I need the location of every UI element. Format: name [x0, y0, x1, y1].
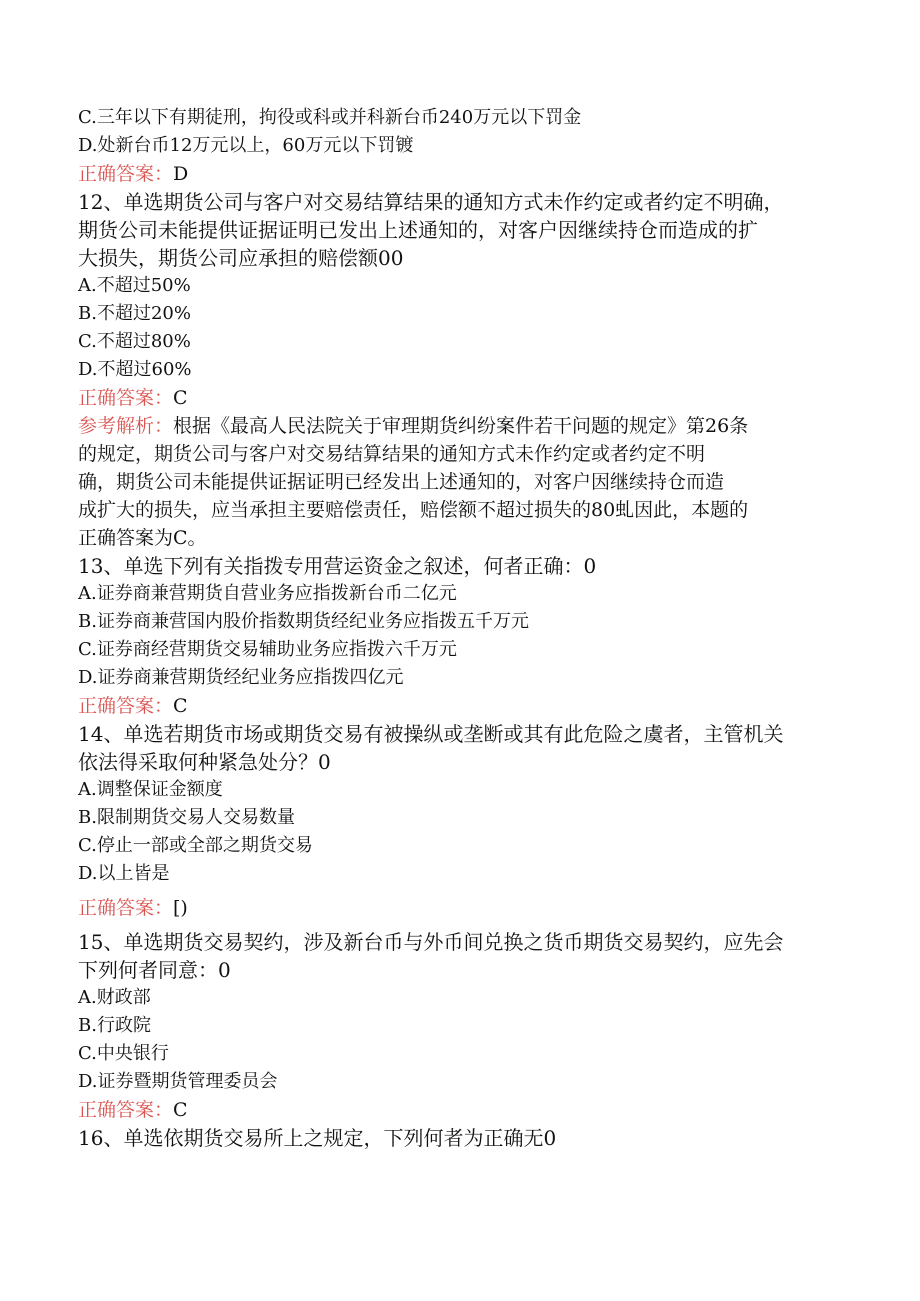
option-d: D.不超过60%	[78, 359, 192, 380]
option-d: D.证券暨期货管理委员会	[78, 1071, 278, 1092]
option-b: B.不超过20%	[78, 303, 191, 324]
question-content	[78, 104, 848, 1152]
answer-value: C	[173, 695, 188, 717]
question-12-block	[78, 188, 848, 552]
option-d: D.以上皆是	[78, 863, 170, 884]
question-text-line: 15、单选期货交易契约，涉及新台币与外币间兑换之货币期货交易契约，应先会	[78, 930, 784, 954]
answer-label: 正确答案：	[78, 897, 174, 919]
answer-line	[78, 384, 848, 412]
analysis-label: 参考解析：	[78, 415, 174, 437]
answer-line	[78, 160, 848, 188]
question-text-line: 大损失，期货公司应承担的赔偿额00	[78, 246, 404, 270]
question-11-block	[78, 104, 848, 188]
option-b: B.证券商兼营国内股价指数期货经纪业务应指拨五千万元	[78, 611, 529, 632]
question-13-block	[78, 552, 848, 720]
question-text-line: 下列何者同意：0	[78, 958, 231, 982]
answer-line	[78, 692, 848, 720]
analysis-text-line: 成扩大的损失，应当承担主要赔偿责任，赔偿额不超过损失的80虬因此，本题的	[78, 499, 749, 521]
question-text-line: 依法得采取何种紧急处分？0	[78, 750, 331, 774]
option-d: D.证券商兼营期货经纪业务应指拨四亿元	[78, 667, 404, 688]
question-text-line: 期货公司未能提供证据证明已发出上述通知的，对客户因继续持仓而造成的扩	[78, 218, 758, 242]
answer-label: 正确答案：	[78, 163, 174, 185]
analysis-text-line: 的规定，期货公司与客户对交易结算结果的通知方式未作约定或者约定不明	[78, 443, 706, 465]
answer-label: 正确答案：	[78, 387, 174, 409]
question-text-line: 13、单选下列有关指拨专用营运资金之叙述，何者正确：0	[78, 554, 597, 578]
option-c: C.停止一部或全部之期货交易	[78, 835, 313, 856]
answer-value: C	[173, 387, 188, 409]
answer-line	[78, 894, 848, 922]
question-16-block	[78, 1124, 848, 1152]
question-text-line: 12、单选期货公司与客户对交易结算结果的通知方式未作约定或者约定不明确，	[78, 190, 784, 214]
analysis-text-line: 确，期货公司未能提供证据证明已经发出上述通知的，对客户因继续持仓而造	[78, 471, 725, 493]
analysis-text-line: 正确答案为C。	[78, 527, 207, 549]
question-15-block	[78, 928, 848, 1124]
option-d: D.处新台币12万元以上，60万元以下罚镀	[78, 135, 414, 156]
option-a: A.不超过50%	[78, 275, 191, 296]
answer-line	[78, 1096, 848, 1124]
answer-value: C	[173, 1099, 188, 1121]
option-c: C.证券商经营期货交易辅助业务应指拨六千万元	[78, 639, 457, 660]
option-a: A.调整保证金额度	[78, 779, 223, 800]
analysis-line	[78, 412, 848, 440]
option-a: A.财政部	[78, 987, 151, 1008]
option-c: C.不超过80%	[78, 331, 191, 352]
answer-label: 正确答案：	[78, 695, 174, 717]
question-text-line: 14、单选若期货市场或期货交易有被操纵或垄断或其有此危险之虞者，主管机关	[78, 722, 784, 746]
answer-value: D	[173, 163, 189, 185]
option-b: B.行政院	[78, 1015, 151, 1036]
answer-label: 正确答案：	[78, 1099, 174, 1121]
option-a: A.证券商兼营期货自营业务应指拨新台币二亿元	[78, 583, 457, 604]
analysis-text: 根据《最高人民法院关于审理期货纠纷案件若干问题的规定》第26条	[173, 415, 749, 437]
question-text-line: 16、单选依期货交易所上之规定，下列何者为正确无0	[78, 1126, 557, 1150]
question-14-block	[78, 720, 848, 928]
option-c: C.中央银行	[78, 1043, 169, 1064]
option-c: C.三年以下有期徒刑，拘役或科或并科新台币240万元以下罚金	[78, 107, 582, 128]
answer-value: [)	[173, 897, 188, 919]
option-b: B.限制期货交易人交易数量	[78, 807, 295, 828]
